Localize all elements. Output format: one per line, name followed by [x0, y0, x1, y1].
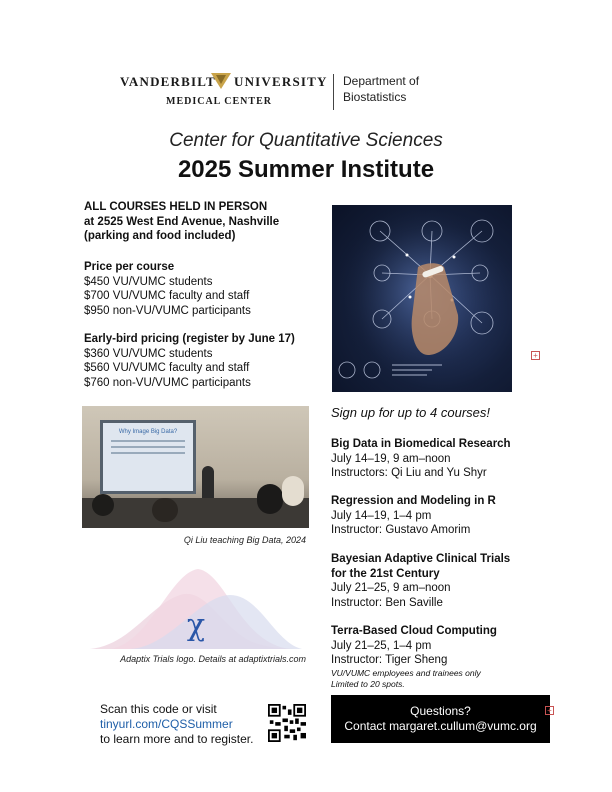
vanderbilt-wordmark: VANDERBILT: [120, 74, 216, 89]
photo-caption: Qi Liu teaching Big Data, 2024: [183, 535, 306, 545]
page-title: 2025 Summer Institute: [177, 156, 435, 183]
questions-heading: Questions?: [410, 704, 471, 718]
course-item: [331, 552, 510, 610]
course-instructors: Instructor: Gustavo Amorim: [331, 524, 471, 536]
course-schedule: July 21–25, 1–4 pm: [331, 639, 432, 652]
price-item: $700 VU/VUMC faculty and staff: [84, 290, 250, 302]
price-item: $760 non-VU/VUMC participants: [84, 376, 251, 389]
edit-marker-icon: +: [545, 706, 554, 715]
course-title: Big Data in Biomedical Research: [331, 438, 511, 450]
price-item: $950 non-VU/VUMC participants: [84, 304, 251, 317]
course-title: Regression and Modeling in R: [331, 495, 496, 507]
department-name: Department of Biostatistics: [343, 74, 420, 104]
header-divider: [333, 74, 334, 110]
adaptix-trials-logo: [90, 565, 302, 653]
course-item: [331, 437, 511, 481]
projector-screen: Why Image Big Data?: [100, 420, 196, 494]
location-block: ALL COURSES HELD IN PERSON at 2525 West End Avenue, Nashville (parking and food included): [84, 201, 280, 242]
course-note: Limited to 20 spots.: [331, 678, 405, 689]
registration-link[interactable]: tinyurl.com/CQSSummer: [100, 717, 233, 731]
chi-symbol: χ: [186, 608, 206, 643]
scan-block: Scan this code or visit tinyurl.com/CQSSummer to learn more and to register.: [100, 702, 254, 746]
logo-caption: Adaptix Trials logo. Details at adaptixtrials.com: [120, 654, 306, 664]
course-schedule: July 21–25, 9 am–noon: [331, 582, 451, 594]
classroom-photo: [82, 406, 309, 528]
early-bird-heading: Early-bird pricing (register by June 17): [84, 333, 295, 345]
course-item: [331, 494, 496, 538]
price-item: $560 VU/VUMC faculty and staff: [84, 362, 250, 374]
early-bird-block: [84, 332, 295, 390]
course-instructors: Instructor: Tiger Sheng: [331, 654, 448, 666]
price-item: $360 VU/VUMC students: [84, 347, 213, 360]
course-title: Terra-Based Cloud Computing: [331, 625, 497, 637]
vanderbilt-logo: [120, 72, 328, 112]
course-schedule: July 14–19, 9 am–noon: [331, 452, 451, 465]
course-note: VU/VUMC employees and trainees only: [331, 667, 481, 678]
course-title-cont: for the 21st Century: [331, 567, 440, 580]
pricing-block: [84, 260, 251, 318]
course-schedule: July 14–19, 1–4 pm: [331, 509, 432, 522]
university-wordmark: UNIVERSITY: [234, 74, 328, 89]
course-instructors: Instructor: Ben Saville: [331, 596, 443, 609]
course-instructors: Instructors: Qi Liu and Yu Shyr: [331, 467, 487, 479]
vu-v-oak-icon: [210, 72, 232, 90]
edit-marker-icon: +: [531, 351, 540, 360]
signup-heading: Sign up for up to 4 courses!: [331, 405, 490, 420]
medical-center-wordmark: MEDICAL CENTER: [166, 96, 272, 107]
center-subtitle: Center for Quantitative Sciences: [169, 130, 443, 151]
course-item: [331, 624, 497, 690]
price-item: $450 VU/VUMC students: [84, 275, 213, 288]
data-technology-photo: [332, 205, 512, 392]
pricing-heading: Price per course: [84, 261, 175, 273]
qr-code[interactable]: [268, 704, 306, 742]
contact-email[interactable]: Contact margaret.cullum@vumc.org: [344, 719, 537, 733]
questions-box: [331, 695, 550, 743]
course-title: Bayesian Adaptive Clinical Trials: [331, 553, 511, 565]
